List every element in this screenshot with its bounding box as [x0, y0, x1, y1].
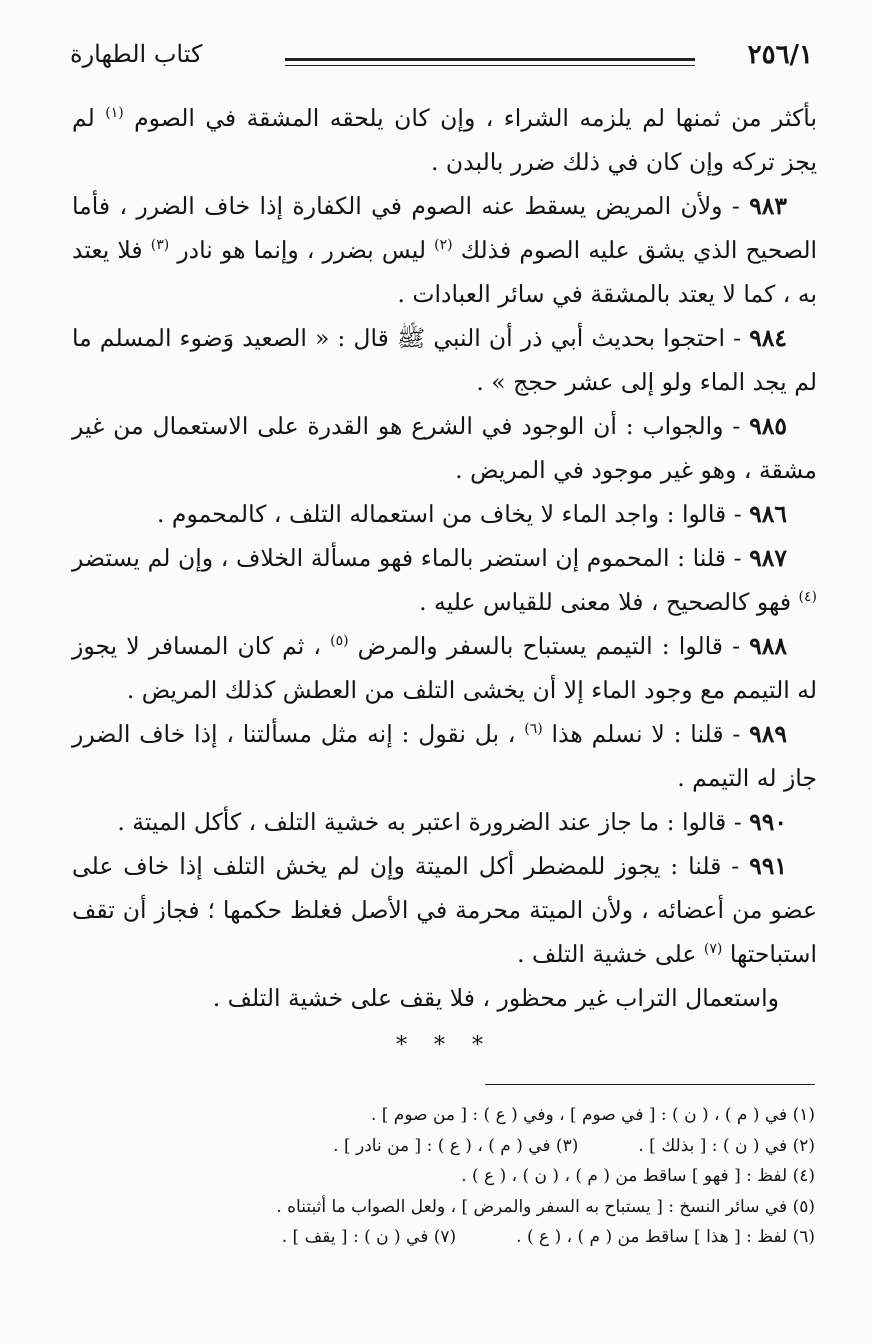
footnote-line: (٢) في ( ن ) : [ بذلك ] .(٣) في ( م ) ، ( ع ) : [ من نادر ] .: [333, 1135, 815, 1156]
page-number: ٢٥٦/١: [747, 40, 813, 70]
paragraph-number: ٩٩١: [749, 852, 787, 880]
footnote-ref: (٥): [330, 633, 349, 650]
paragraph: واستعمال التراب غير محظور ، فلا يقف على خشية التلف .: [212, 984, 779, 1012]
footnote-line: (٤) لفظ : [ فهو ] ساقط من ( م ) ، ( ن ) ، ( ع ) .: [461, 1166, 815, 1186]
footnote-ref: (٣): [150, 237, 170, 254]
book-title: كتاب الطهارة: [70, 40, 203, 68]
paragraph: ٩٩٠ - قالوا : ما جاز عند الضرورة اعتبر به خشية التلف ، كأكل الميتة .: [117, 808, 787, 836]
footnote-line: (٥) في سائر النسخ : [ يستباح به السفر والمرض ] ، ولعل الصواب ما أثبتناه .: [276, 1196, 815, 1217]
footnotes: [100, 1100, 815, 1253]
footnote-ref: (٤): [798, 589, 817, 606]
running-header: [70, 40, 813, 86]
paragraph-number: ٩٨٥: [749, 412, 787, 440]
footnote-ref: (٦): [524, 721, 543, 738]
paragraph: ٩٨٣ - ولأن المريض يسقط عنه الصوم في الكفارة إذا خاف الضرر ، فأما الصحيح الذي يشق عليه الصوم فذلك $^{(٢)}$ ليس بضرر ، وإنما هو نادر $^{(٣)}$ فلا يعتد به ، كما لا يعتد بالمشقة في سائر العبادات .: [72, 192, 818, 308]
footnote-rule: [485, 1084, 815, 1085]
footnote-ref: (١): [105, 105, 124, 122]
paragraph: ٩٨٤ - احتجوا بحديث أبي ذر أن النبي ﷺ قال : « الصعيد وَضوء المسلم ما لم يجد الماء ولو إلى عشر حجج » .: [72, 324, 817, 396]
paragraph-number: ٩٨٤: [749, 324, 787, 352]
paragraph: ٩٨٩ - قلنا : لا نسلم هذا $^{(٦)}$ ، بل نقول : إنه مثل مسألتنا ، إذا خاف الضرر جاز له التيمم .: [72, 720, 817, 792]
footnote-line: (١) في ( م ) ، ( ن ) : [ في صوم ] ، وفي ( ع ) : [ من صوم ] .: [370, 1105, 815, 1125]
paragraph-number: ٩٨٦: [749, 500, 787, 528]
section-separator: * * *: [396, 1033, 493, 1058]
paragraph-number: ٩٨٧: [749, 544, 787, 572]
main-text: [72, 96, 817, 1068]
paragraph: بأكثر من ثمنها لم يلزمه الشراء ، وإن كان يلحقه المشقة في الصوم $^{(١)}$ لم يجز تركه وإن كان في ذلك ضرر بالبدن .: [72, 104, 817, 176]
footnote-line: (٦) لفظ : [ هذا ] ساقط من ( م ) ، ( ع ) .(٧) في ( ن ) : [ يقف ] .: [281, 1227, 815, 1247]
paragraph: ٩٩١ - قلنا : يجوز للمضطر أكل الميتة وإن لم يخش التلف إذا خاف على عضو من أعضائه ، ولأن الميتة محرمة في الأصل فغلظ حكمها ؛ فجاز أن تقف استباحتها $^{(٧)}$ على خشية التلف .: [72, 852, 817, 968]
paragraph-number: ٩٨٨: [749, 632, 787, 660]
paragraph-number: ٩٨٩: [749, 720, 787, 748]
paragraph-number: ٩٩٠: [749, 808, 787, 836]
header-rule: [285, 58, 695, 61]
paragraph: ٩٨٨ - قالوا : التيمم يستباح بالسفر والمرض $^{(٥)}$ ، ثم كان المسافر لا يجوز له التيمم مع وجود الماء إلا أن يخشى التلف من العطش كذلك المريض .: [72, 632, 817, 704]
footnote-ref: (٢): [434, 237, 453, 254]
paragraph: ٩٨٥ - والجواب : أن الوجود في الشرع هو القدرة على الاستعمال من غير مشقة ، وهو غير موجود في المريض .: [72, 412, 817, 484]
paragraph: ٩٨٦ - قالوا : واجد الماء لا يخاف من استعماله التلف ، كالمحموم .: [156, 500, 787, 528]
header-rule-thin: [285, 65, 695, 66]
paragraph: ٩٨٧ - قلنا : المحموم إن استضر بالماء فهو مسألة الخلاف ، وإن لم يستضر $^{(٤)}$ فهو كالصحيح ، فلا معنى للقياس عليه .: [72, 544, 817, 616]
footnote-ref: (٧): [703, 941, 723, 958]
paragraph-number: ٩٨٣: [749, 192, 787, 220]
